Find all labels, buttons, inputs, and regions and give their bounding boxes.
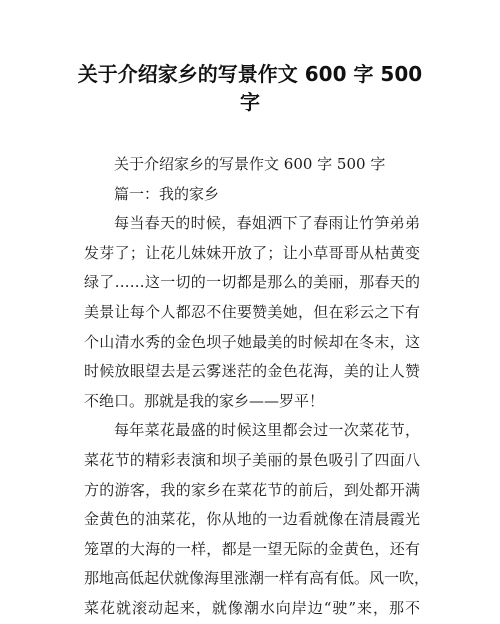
text-line: 菜花节的精彩表演和坝子美丽的景色吸引了四面八	[84, 450, 420, 469]
text-line: 每当春天的时候，春姐洒下了春雨让竹笋弟弟	[114, 214, 420, 233]
text-line: 金黄色的油菜花，你从地的一边看就像在清晨霞光	[84, 510, 420, 529]
text-line: 时候放眼望去是云雾迷茫的金色花海，美的让人赞	[84, 362, 420, 381]
document-title	[60, 60, 440, 116]
text-line: 菜花就滚动起来，就像潮水向岸边“驶”来，那不	[84, 598, 420, 617]
text-line: 关于介绍家乡的写景作文 600 字 500 字	[114, 155, 386, 173]
text-line: 个山清水秀的金色坝子她最美的时候却在冬末，这	[84, 332, 420, 351]
text-line: 绿了……这一切的一切都是那么的美丽，那春天的	[84, 273, 420, 292]
text-line: 篇一：我的家乡	[114, 184, 220, 203]
text-line: 每年菜花最盛的时候这里都会过一次菜花节，	[114, 421, 420, 440]
text-line: 美景让每个人都忍不住要赞美她，但在彩云之下有	[84, 302, 420, 321]
text-line: 方的游客，我的家乡在菜花节的前后，到处都开满	[84, 480, 420, 499]
document-body	[84, 150, 430, 624]
title-line-1: 关于介绍家乡的写景作文 600 字 500	[77, 62, 423, 86]
text-line: 那地高低起伏就像海里涨潮一样有高有低。风一吹，	[84, 569, 430, 588]
text-line: 笼罩的大海的一样，都是一望无际的金黄色，还有	[84, 539, 420, 558]
title-line-2: 字	[240, 90, 260, 114]
text-line: 不绝口。那就是我的家乡——罗平！	[84, 391, 325, 410]
text-line: 发芽了；让花儿妹妹开放了；让小草哥哥从枯黄变	[84, 243, 420, 262]
